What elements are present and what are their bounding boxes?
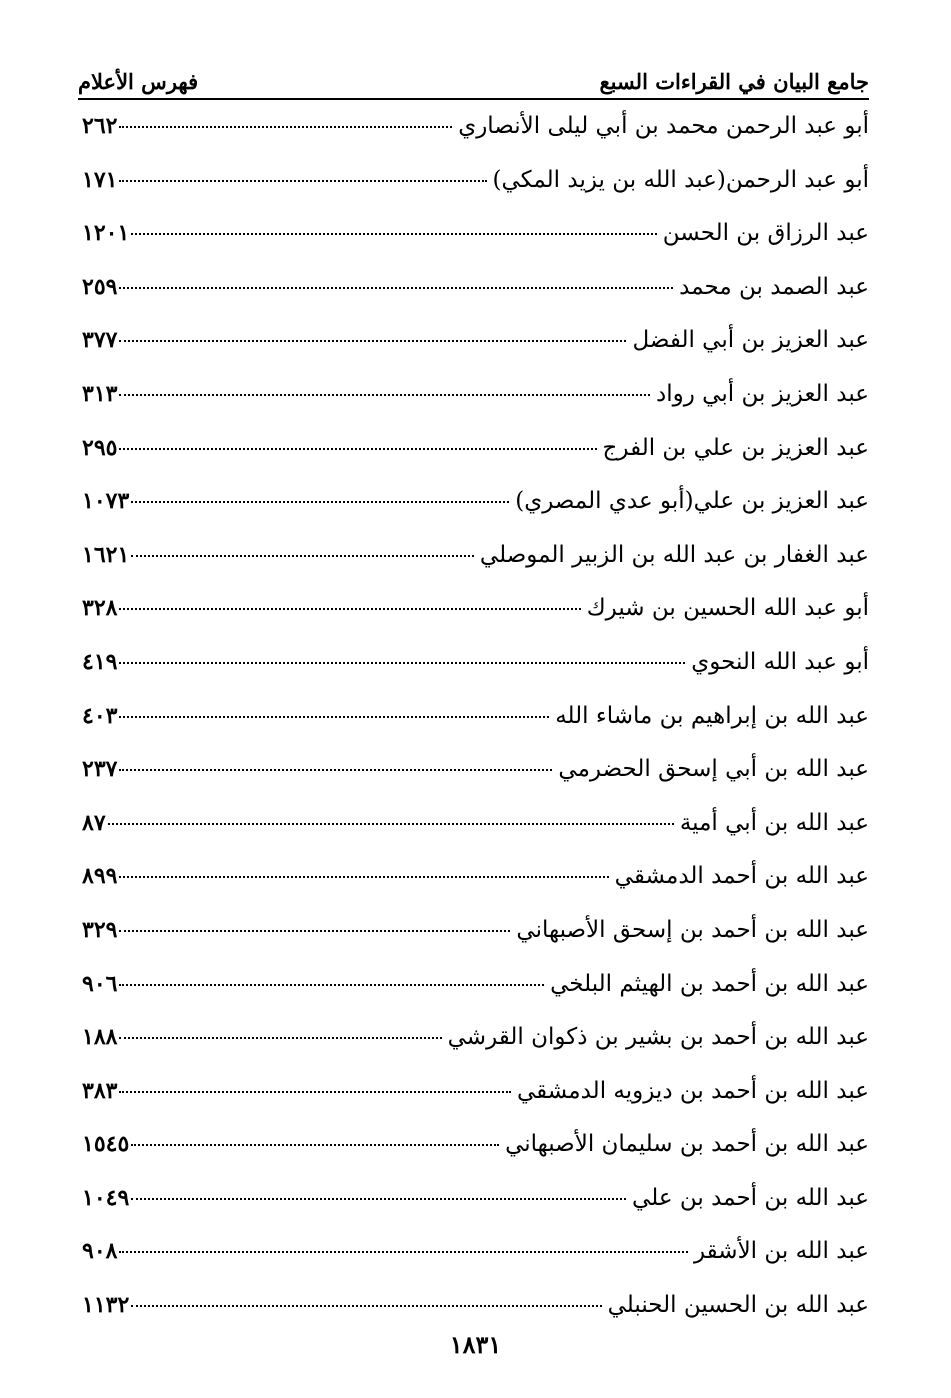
index-entry (82, 274, 869, 328)
index-entry (82, 1131, 869, 1185)
dot-leader (119, 716, 549, 718)
entry-page: ٨٩٩ (82, 863, 118, 890)
index-entry (82, 1185, 869, 1239)
entry-page: ١٦٢١ (82, 541, 130, 568)
index-entry (82, 649, 869, 703)
entry-name: أبو عبد الله الحسين بن شيرك (586, 595, 869, 622)
entry-name: عبد العزيز بن أبي الفضل (632, 327, 869, 354)
dot-leader (119, 1091, 511, 1093)
dot-leader (108, 823, 674, 825)
entry-page: ٣٢٨ (82, 595, 118, 622)
entry-page: ٤٠٣ (82, 702, 118, 729)
entry-name: عبد الغفار بن عبد الله بن الزبير الموصلي (479, 541, 869, 568)
entry-name: عبد الله بن أحمد بن ديزويه الدمشقي (516, 1077, 869, 1104)
entry-name: عبد الله بن إبراهيم بن ماشاء الله (555, 702, 869, 729)
dot-leader (131, 1144, 499, 1146)
entry-name: عبد الله بن أحمد بن سليمان الأصبهاني (505, 1131, 869, 1158)
entry-page: ١٧١ (82, 166, 118, 193)
entry-name: عبد الله بن الأشقر (693, 1238, 869, 1265)
entry-name: عبد الرزاق بن الحسن (662, 220, 869, 247)
dot-leader (119, 448, 596, 450)
dot-leader (119, 126, 452, 128)
entry-name: عبد الله بن أبي إسحق الحضرمي (558, 756, 869, 783)
entry-page: ١٠٧٣ (82, 488, 130, 515)
running-header (78, 56, 869, 100)
entry-page: ٣٢٩ (82, 916, 118, 943)
index-entry (82, 488, 869, 542)
index-entry (82, 381, 869, 435)
dot-leader (119, 608, 580, 610)
dot-leader (119, 984, 544, 986)
entry-page: ٣٨٣ (82, 1077, 118, 1104)
dot-leader (131, 555, 474, 557)
entry-page: ٤١٩ (82, 648, 118, 675)
entry-page: ٩٠٨ (82, 1238, 118, 1265)
entry-name: عبد العزيز بن علي(أبو عدي المصري) (515, 488, 869, 515)
book-title: جامع البيان في القراءات السبع (599, 69, 869, 94)
entry-page: ١٨٨ (82, 1024, 118, 1051)
entry-name: عبد الله بن أحمد الدمشقي (614, 863, 869, 890)
index-entry (82, 810, 869, 864)
entry-name: عبد العزيز بن أبي رواد (656, 380, 869, 407)
entry-page: ٣١٣ (82, 380, 118, 407)
dot-leader (131, 233, 656, 235)
index-entry (82, 327, 869, 381)
entry-page: ١٥٤٥ (82, 1131, 130, 1158)
dot-leader (119, 662, 685, 664)
dot-leader (119, 340, 626, 342)
dot-leader (119, 1037, 441, 1039)
index-entry (82, 703, 869, 757)
dot-leader (119, 394, 650, 396)
entry-name: عبد الله بن أحمد بن إسحق الأصبهاني (516, 916, 869, 943)
dot-leader (119, 930, 510, 932)
page-number: ١٨٣١ (449, 1330, 502, 1359)
entry-page: ٢٥٩ (82, 273, 118, 300)
index-entry (82, 167, 869, 221)
entry-name: أبو عبد الرحمن محمد بن أبي ليلى الأنصاري (458, 113, 869, 139)
dot-leader (119, 769, 552, 771)
entry-name: عبد الله بن أحمد بن علي (632, 1184, 869, 1211)
entry-page: ٨٧ (82, 809, 106, 836)
index-entry (82, 595, 869, 649)
index-entry (82, 917, 869, 971)
entry-name: عبد الله بن أبي أمية (679, 809, 869, 836)
entry-name: عبد الله بن أحمد بن الهيثم البلخي (550, 970, 869, 997)
entry-page: ٢٩٥ (82, 434, 118, 461)
dot-leader (131, 501, 509, 503)
index-entry (82, 542, 869, 596)
dot-leader (119, 876, 608, 878)
entry-page: ١٠٤٩ (82, 1184, 130, 1211)
dot-leader (119, 1251, 688, 1253)
entry-name: عبد الله بن أحمد بن بشير بن ذكوان القرشي (447, 1024, 869, 1051)
dot-leader (131, 1305, 601, 1307)
index-entry (82, 756, 869, 810)
index-list (82, 113, 869, 1346)
entry-name: أبو عبد الرحمن(عبد الله بن يزيد المكي) (492, 166, 869, 193)
entry-page: ٣٧٧ (82, 327, 118, 354)
entry-name: أبو عبد الله النحوي (691, 648, 869, 675)
index-entry (82, 971, 869, 1025)
index-entry (82, 1238, 869, 1292)
index-entry (82, 113, 869, 167)
entry-page: ٩٠٦ (82, 970, 118, 997)
index-entry (82, 863, 869, 917)
entry-name: عبد العزيز بن علي بن الفرج (602, 434, 869, 461)
entry-page: ١٢٠١ (82, 220, 130, 247)
entry-name: عبد الله بن الحسين الحنبلي (607, 1292, 869, 1319)
entry-page: ١١٣٢ (82, 1292, 130, 1319)
index-entry (82, 1078, 869, 1132)
entry-page: ٢٣٧ (82, 756, 118, 783)
section-title: فهرس الأعلام (78, 69, 199, 94)
dot-leader (131, 1198, 626, 1200)
index-entry (82, 435, 869, 489)
entry-name: عبد الصمد بن محمد (679, 273, 869, 300)
index-entry (82, 1024, 869, 1078)
dot-leader (119, 287, 673, 289)
dot-leader (119, 180, 486, 182)
index-entry (82, 220, 869, 274)
entry-page: ٢٦٢ (82, 113, 118, 139)
